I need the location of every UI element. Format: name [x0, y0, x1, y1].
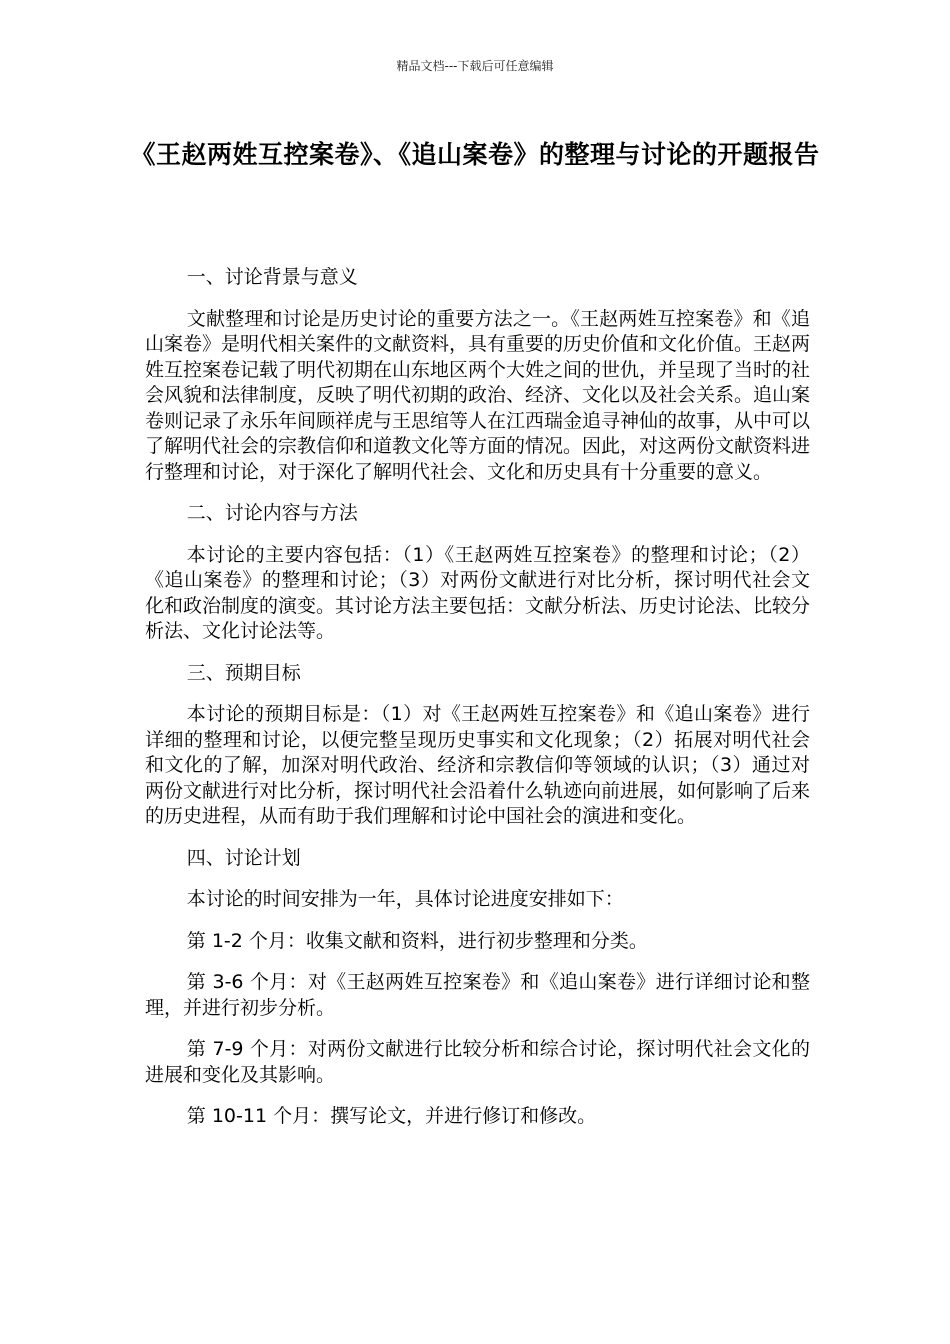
paragraph-content-method: 本讨论的主要内容包括：（1）《王赵两姓互控案卷》的整理和讨论；（2）《追山案卷》的整理和讨论；（3）对两份文献进行对比分析，探讨明代社会文化和政治制度的演变。其讨论方法主要包括：文献分析法、历史讨论法、比较分析法、文化讨论法等。 — [145, 543, 811, 642]
paragraph-plan-intro: 本讨论的时间安排为一年，具体讨论进度安排如下： — [186, 888, 624, 910]
section-heading-goals: 三、预期目标 — [186, 661, 301, 684]
paragraph-plan-month-10-11: 第 10-11 个月：撰写论文，并进行修订和修改。 — [186, 1105, 597, 1127]
header-note: 精品文档---下载后可任意编辑 — [396, 59, 554, 73]
paragraph-plan-month-7-9: 第 7-9 个月：对两份文献进行比较分析和综合讨论，探讨明代社会文化的进展和变化及其影响。 — [145, 1038, 810, 1086]
paragraph-background: 文献整理和讨论是历史讨论的重要方法之一。《王赵两姓互控案卷》和《追山案卷》是明代相关案件的文献资料，具有重要的历史价值和文化价值。王赵两姓互控案卷记载了明代初期在山东地区两个大姓之间的世仇，并呈现了当时的社会风貌和法律制度，反映了明代初期的政治、经济、文化以及社会关系。追山案卷则记录了永乐年间顾祥虎与王思绾等人在江西瑞金追寻神仙的故事，从中可以了解明代社会的宗教信仰和道教文化等方面的情况。因此，对这两份文献资料进行整理和讨论，对于深化了解明代社会、文化和历史具有十分重要的意义。 — [145, 307, 811, 483]
section-heading-plan: 四、讨论计划 — [186, 846, 301, 869]
paragraph-plan-month-1-2: 第 1-2 个月：收集文献和资料，进行初步整理和分类。 — [186, 929, 648, 952]
section-heading-background: 一、讨论背景与意义 — [186, 266, 358, 288]
paragraph-plan-month-3-6: 第 3-6 个月：对《王赵两姓互控案卷》和《追山案卷》进行详细讨论和整理，并进行初步分析。 — [145, 971, 810, 1019]
paragraph-goals: 本讨论的预期目标是：（1）对《王赵两姓互控案卷》和《追山案卷》进行详细的整理和讨论，以便完整呈现历史事实和文化现象；（2）拓展对明代社会和文化的了解，加深对明代政治、经济和宗教信仰等领域的认识；（3）通过对两份文献进行对比分析，探讨明代社会沿着什么轨迹向前进展，如何影响了后来的历史进程，从而有助于我们理解和讨论中国社会的演进和变化。 — [145, 703, 811, 827]
section-heading-content-method: 二、讨论内容与方法 — [186, 502, 358, 524]
document-body — [145, 265, 810, 1146]
document-title: 《王赵两姓互控案卷》、《追山案卷》的整理与讨论的开题报告 — [130, 140, 820, 169]
